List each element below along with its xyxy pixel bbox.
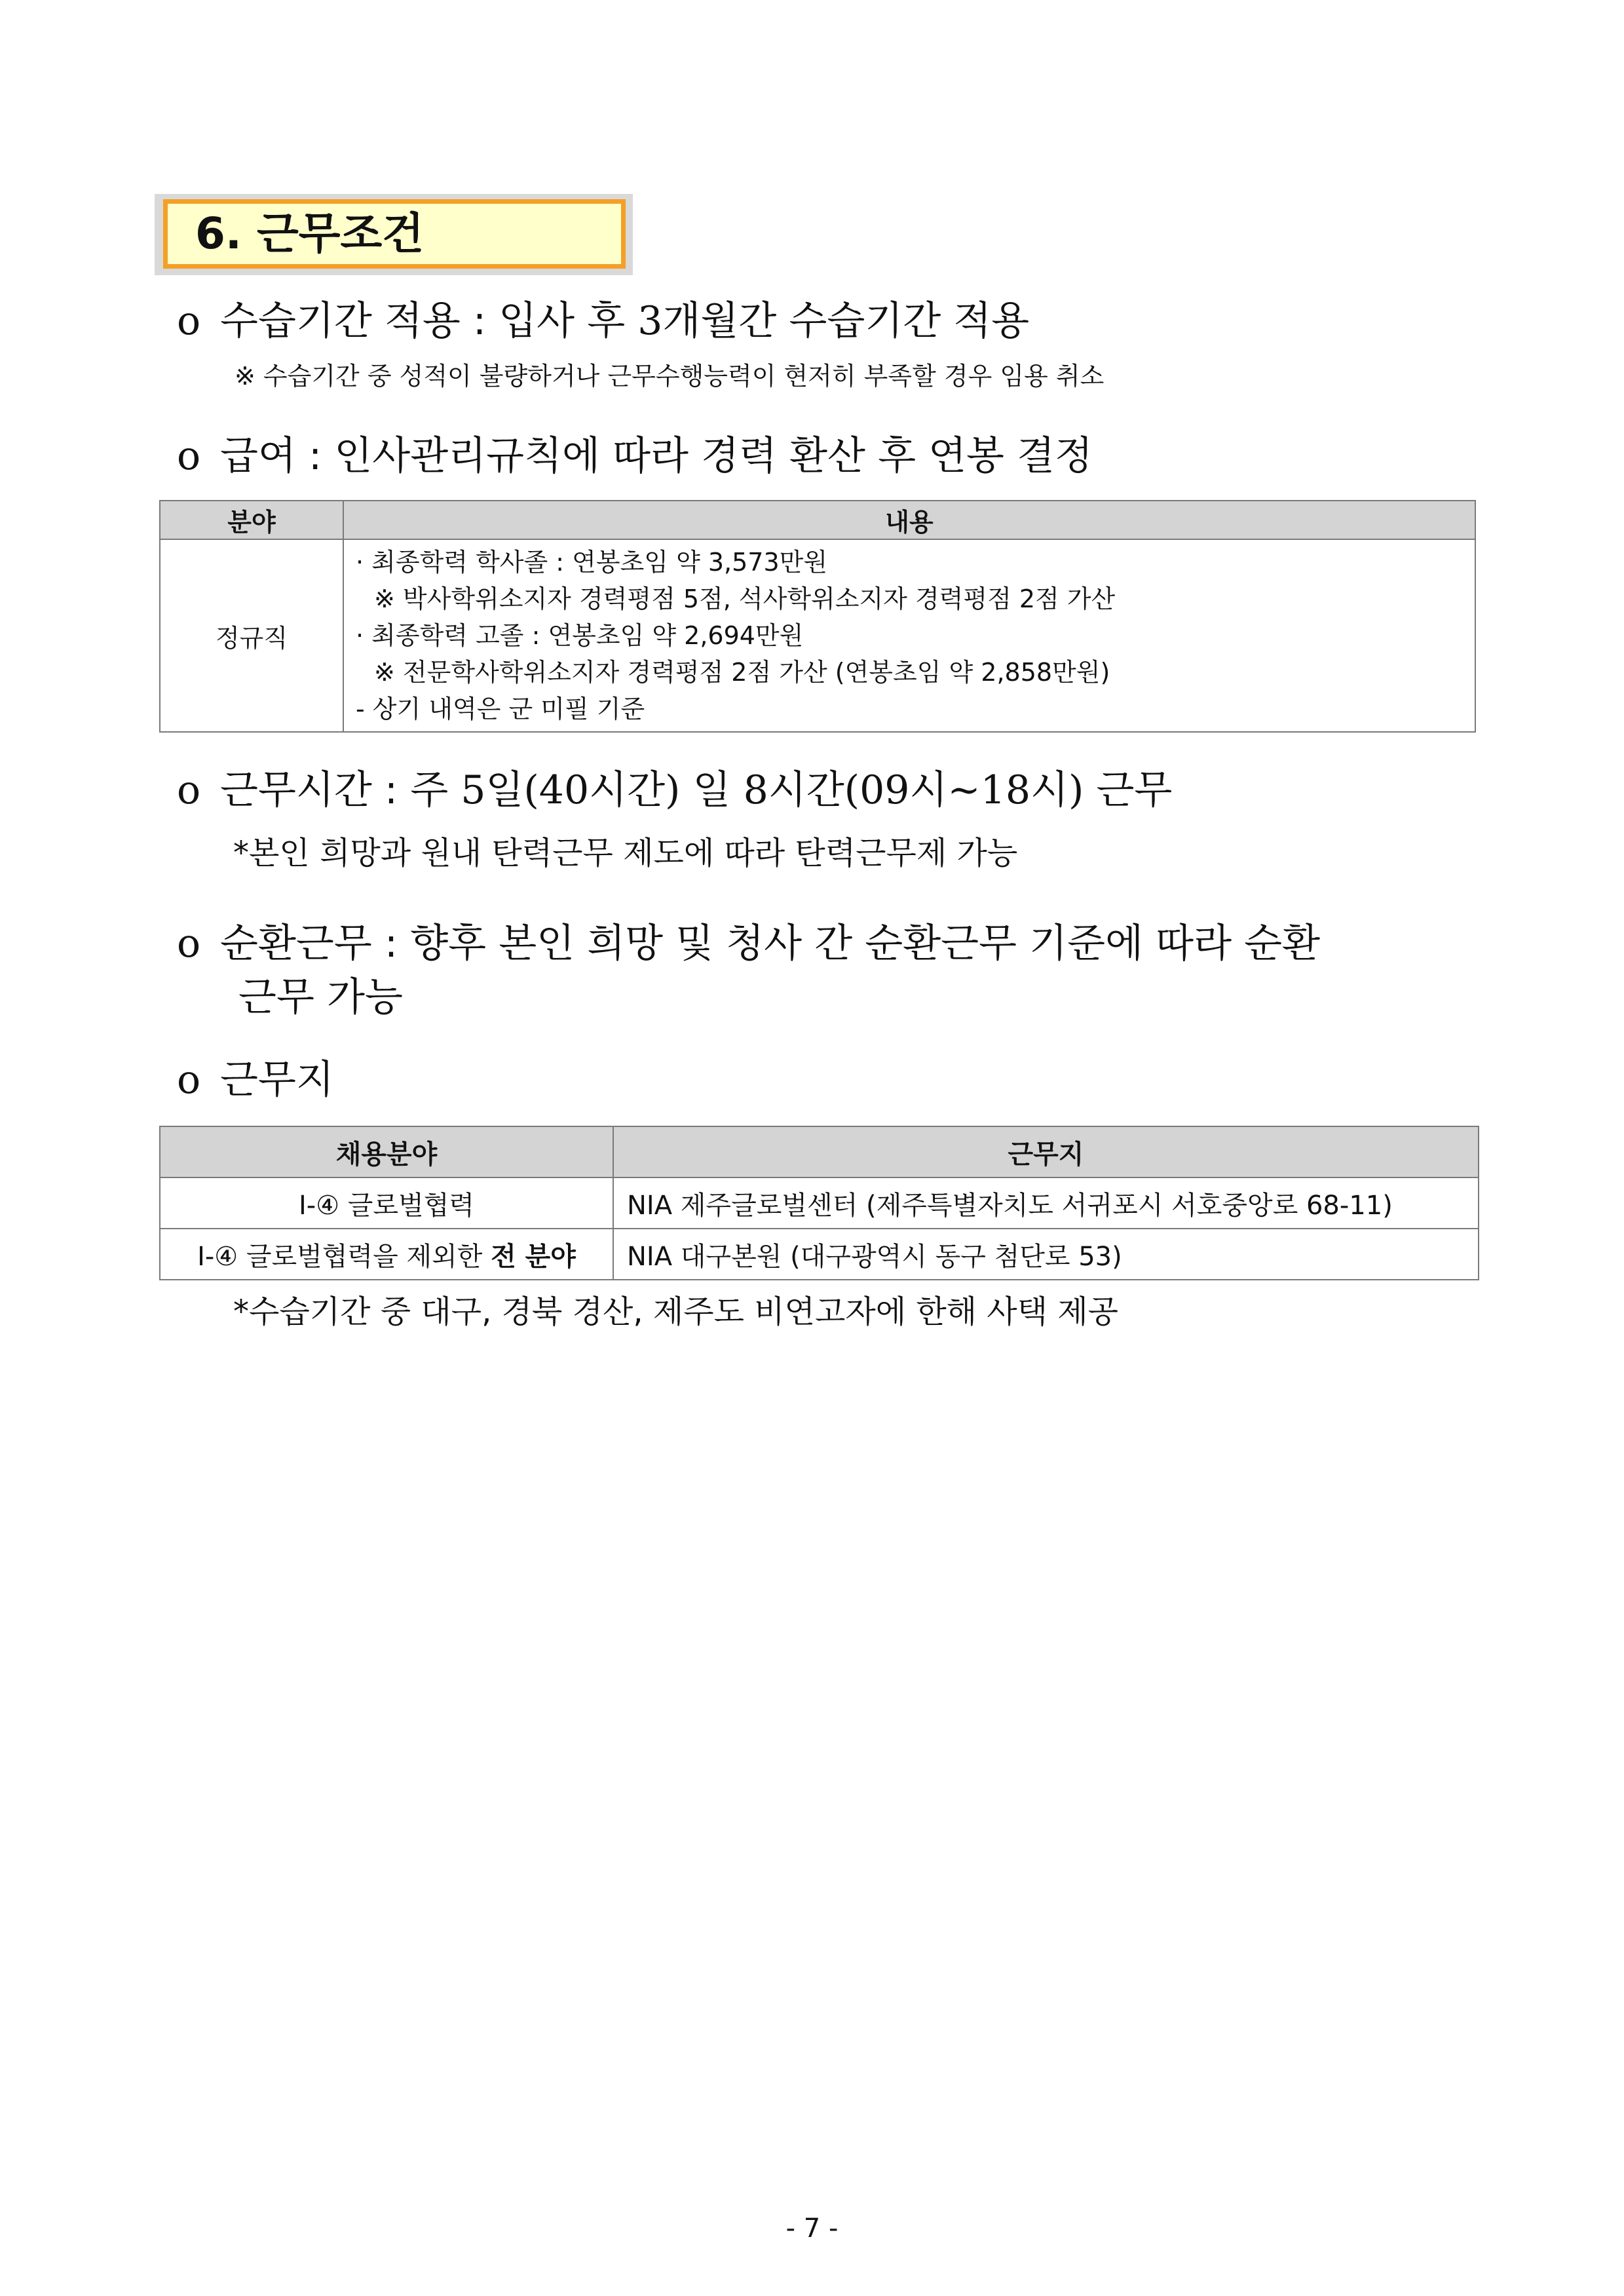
location-table bbox=[159, 1126, 1479, 1280]
rotation-text: 향후 본인 희망 및 청사 간 순환근무 기준에 따라 순환 bbox=[410, 921, 1321, 966]
section-heading bbox=[163, 199, 626, 269]
salary-table bbox=[159, 500, 1476, 733]
location-line bbox=[177, 1054, 334, 1106]
hours-label: 근무시간 : bbox=[220, 767, 398, 813]
probation-note: ※ 수습기간 중 성적이 불량하거나 근무수행능력이 현저히 부족할 경우 임용 취소 bbox=[235, 362, 1105, 391]
header-content: 내용 bbox=[343, 501, 1475, 539]
row1-field bbox=[160, 1177, 613, 1229]
table-header-row bbox=[160, 1126, 1479, 1177]
hours-note: *본인 희망과 원내 탄력근무 제도에 따라 탄력근무제 가능 bbox=[233, 835, 1018, 871]
salary-content bbox=[343, 539, 1475, 732]
hours-text: 주 5일(40시간) 일 8시간(09시~18시) 근무 bbox=[410, 767, 1173, 813]
table-row bbox=[160, 1177, 1479, 1229]
bullet-mark: o bbox=[177, 1057, 201, 1103]
row2-field-bold: 전 분야 bbox=[491, 1241, 576, 1272]
row2-place: NIA 대구본원 (대구광역시 동구 첨단로 53) bbox=[613, 1229, 1479, 1280]
row1-place: NIA 제주글로벌센터 (제주특별자치도 서귀포시 서호중앙로 68-11) bbox=[613, 1177, 1479, 1229]
rotation-line bbox=[177, 917, 1320, 970]
salary-line-5: - 상기 내역은 군 미필 기준 bbox=[356, 695, 645, 723]
salary-label: 급여 : bbox=[220, 433, 322, 479]
row2-field-text: Ⅰ-④ 글로벌협력을 제외한 bbox=[197, 1241, 491, 1272]
bullet-mark: o bbox=[177, 767, 201, 813]
location-label: 근무지 bbox=[220, 1057, 334, 1103]
table-row bbox=[160, 539, 1475, 732]
row1-field-text: Ⅰ-④ 글로벌협력 bbox=[298, 1190, 474, 1221]
salary-line-3: · 최종학력 고졸 : 연봉초임 약 2,694만원 bbox=[356, 621, 804, 650]
rotation-line-2: 근무 가능 bbox=[238, 974, 403, 1020]
bullet-mark: o bbox=[177, 298, 201, 344]
rotation-label: 순환근무 : bbox=[220, 921, 398, 966]
page-number: - 7 - bbox=[785, 2213, 839, 2244]
salary-line-4: ※ 전문학사학위소지자 경력평점 2점 가산 (연봉초임 약 2,858만원) bbox=[374, 658, 1110, 687]
table-row bbox=[160, 1229, 1479, 1280]
table-header-row bbox=[160, 501, 1475, 539]
section-title: 6. 근무조건 bbox=[195, 208, 424, 259]
header-field: 채용분야 bbox=[160, 1126, 613, 1177]
row2-field bbox=[160, 1229, 613, 1280]
header-category: 분야 bbox=[160, 501, 343, 539]
probation-label: 수습기간 적용 : bbox=[220, 298, 487, 344]
salary-category: 정규직 bbox=[160, 539, 343, 732]
salary-text: 인사관리규칙에 따라 경력 환산 후 연봉 결정 bbox=[334, 433, 1093, 479]
salary-line bbox=[177, 430, 1093, 482]
salary-line-1: · 최종학력 학사졸 : 연봉초임 약 3,573만원 bbox=[356, 548, 828, 577]
hours-line bbox=[177, 764, 1172, 816]
header-place: 근무지 bbox=[613, 1126, 1479, 1177]
location-note: *수습기간 중 대구, 경북 경산, 제주도 비연고자에 한해 사택 제공 bbox=[233, 1293, 1119, 1330]
probation-text: 입사 후 3개월간 수습기간 적용 bbox=[499, 298, 1030, 344]
bullet-mark: o bbox=[177, 921, 201, 966]
bullet-mark: o bbox=[177, 433, 201, 479]
probation-line bbox=[177, 295, 1029, 347]
salary-line-2: ※ 박사학위소지자 경력평점 5점, 석사학위소지자 경력평점 2점 가산 bbox=[374, 584, 1116, 613]
